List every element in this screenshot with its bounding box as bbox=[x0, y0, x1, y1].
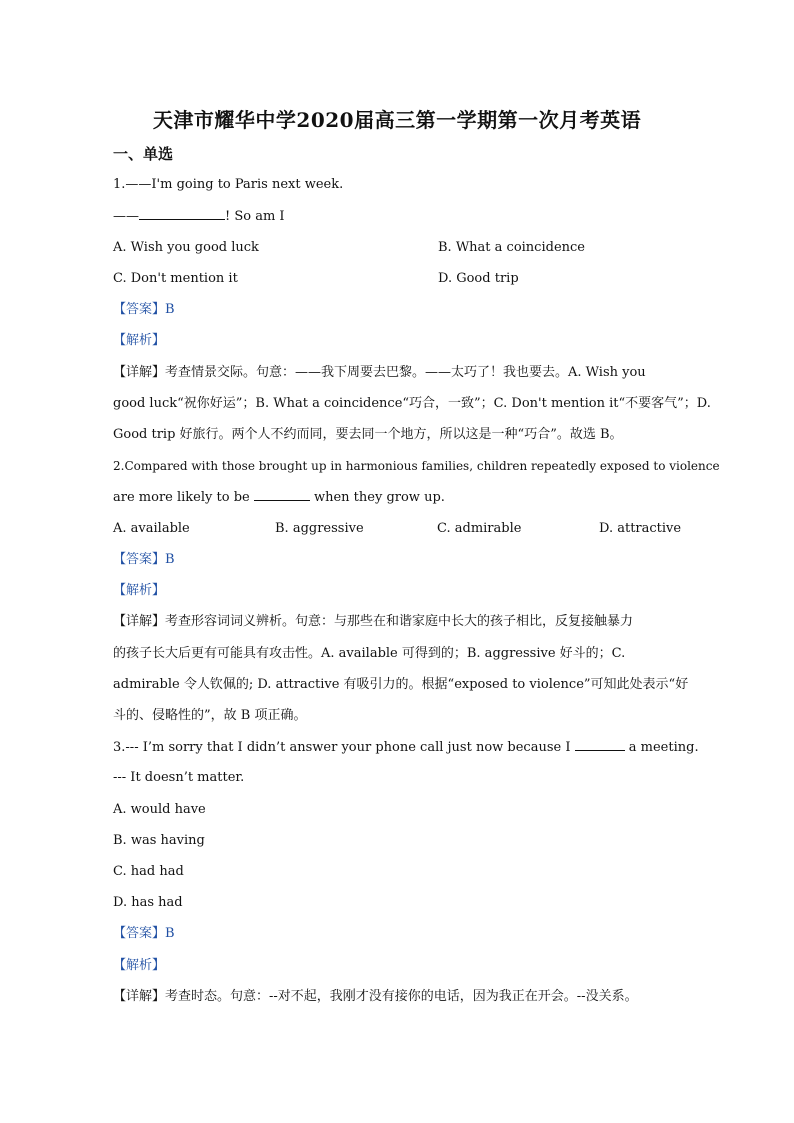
q2-detail-line: 斗的、侵略性的”，故 B 项正确。 bbox=[113, 708, 307, 723]
q2-option-c: C. admirable bbox=[437, 521, 522, 536]
q3-stem bbox=[113, 738, 699, 757]
q1-detail-line: Good trip 好旅行。两个人不约而同，要去同一个地方，所以这是一种“巧合”。故选 B。 bbox=[113, 427, 623, 442]
q1-option-d: D. Good trip bbox=[438, 271, 519, 286]
q2-stem-suffix: when they grow up. bbox=[313, 490, 445, 505]
q2-blank bbox=[254, 488, 310, 501]
q3-reply: --- It doesn’t matter. bbox=[113, 770, 245, 785]
q1-blank bbox=[139, 207, 225, 220]
q3-option-a: A. would have bbox=[113, 802, 206, 817]
q3-option-c: C. had had bbox=[113, 864, 184, 879]
q1-reply-suffix: ! So am I bbox=[225, 209, 285, 224]
q1-detail-line: good luck“祝你好运”；B. What a coincidence“巧合，一致”；C. Don't mention it“不要客气”；D. bbox=[113, 396, 711, 411]
q3-analysis: 【解析】 bbox=[113, 958, 166, 973]
q3-blank bbox=[575, 738, 625, 751]
q2-answer: 【答案】B bbox=[113, 552, 175, 567]
q1-reply bbox=[113, 207, 285, 226]
q3-detail-line: 【详解】考查时态。句意：--对不起，我刚才没有接你的电话，因为我正在开会。--没关系。 bbox=[113, 989, 638, 1004]
q3-stem-prefix: 3.--- I’m sorry that I didn’t answer your phone call just now because I bbox=[113, 740, 571, 755]
q1-reply-prefix: —— bbox=[113, 209, 139, 224]
q2-detail-line: 的孩子长大后更有可能具有攻击性。A. available 可得到的；B. aggressive 好斗的；C. bbox=[113, 646, 626, 661]
q1-analysis: 【解析】 bbox=[113, 333, 166, 348]
q3-option-b: B. was having bbox=[113, 833, 205, 848]
q2-option-d: D. attractive bbox=[599, 521, 682, 536]
q1-option-a: A. Wish you good luck bbox=[113, 240, 259, 255]
q2-stem-line: 2.Compared with those brought up in harmonious families, children repeatedly exposed to violence bbox=[113, 459, 720, 473]
q1-option-c: C. Don't mention it bbox=[113, 271, 238, 286]
q1-detail-line: 【详解】考查情景交际。句意：——我下周要去巴黎。——太巧了！我也要去。A. Wish you bbox=[113, 365, 646, 380]
q2-detail-line: admirable 令人钦佩的; D. attractive 有吸引力的。根据“exposed to violence”可知此处表示“好 bbox=[113, 677, 689, 692]
q2-detail-line: 【详解】考查形容词词义辨析。句意：与那些在和谐家庭中长大的孩子相比，反复接触暴力 bbox=[113, 614, 634, 629]
q1-answer: 【答案】B bbox=[113, 302, 175, 317]
q2-stem-line bbox=[113, 488, 445, 507]
section-heading: 一、单选 bbox=[113, 145, 174, 163]
q2-analysis: 【解析】 bbox=[113, 583, 166, 598]
q1-option-b: B. What a coincidence bbox=[438, 240, 585, 255]
q3-option-d: D. has had bbox=[113, 895, 183, 910]
q2-option-b: B. aggressive bbox=[275, 521, 364, 536]
q3-answer: 【答案】B bbox=[113, 926, 175, 941]
page-title: 天津市耀华中学2020届高三第一学期第一次月考英语 bbox=[152, 108, 642, 132]
q2-option-a: A. available bbox=[113, 521, 190, 536]
q2-stem-prefix: are more likely to be bbox=[113, 490, 250, 505]
q3-stem-suffix: a meeting. bbox=[628, 740, 699, 755]
q1-stem: 1.——I'm going to Paris next week. bbox=[113, 177, 344, 192]
